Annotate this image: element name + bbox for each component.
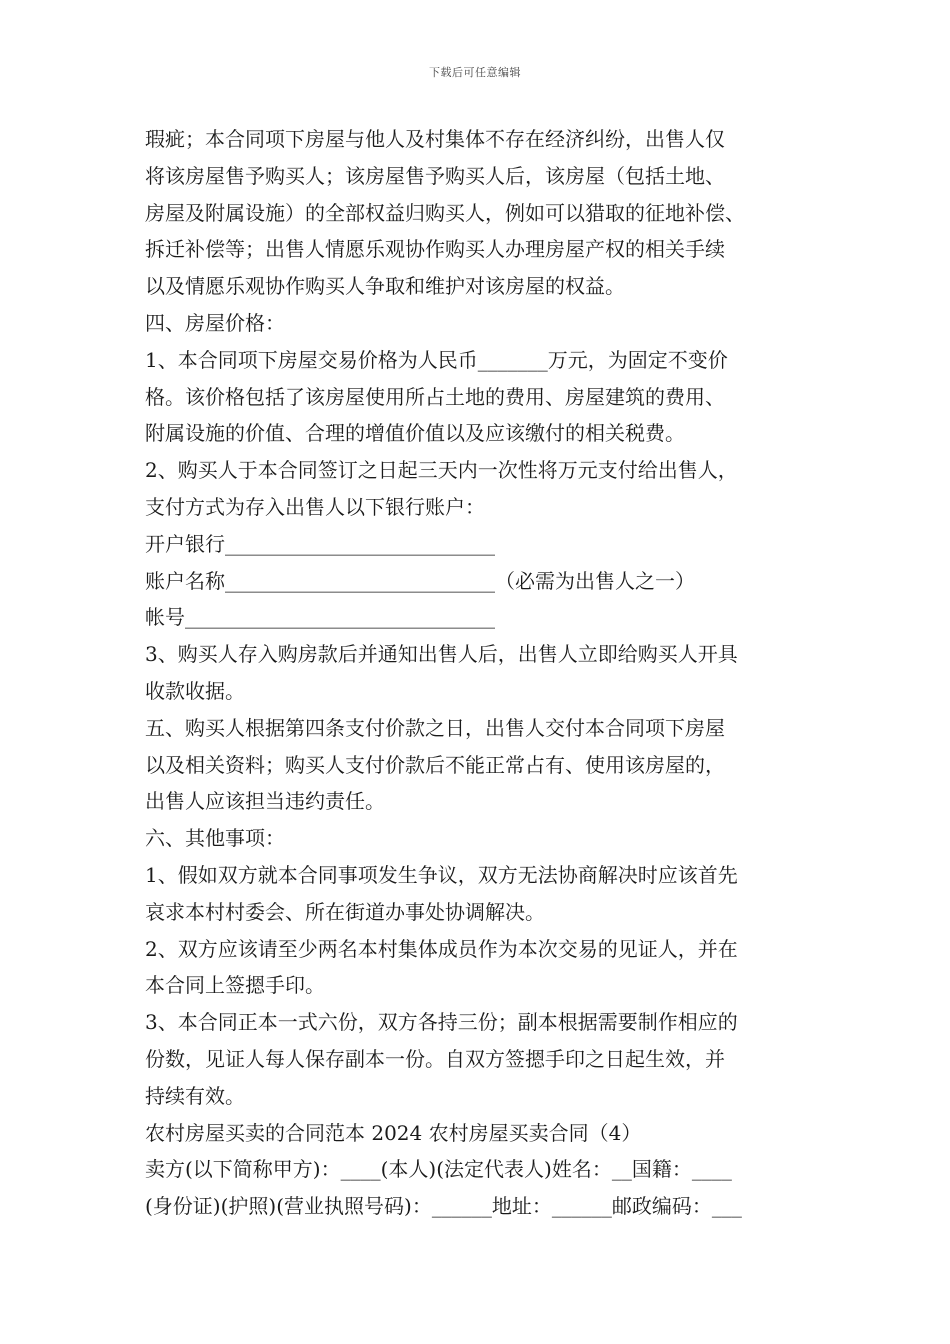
- text-line: 格。该价格包括了该房屋使用所占土地的费用、房屋建筑的费用、: [145, 384, 725, 409]
- document-subtitle: 农村房屋买卖的合同范本 2024 农村房屋买卖合同（4）: [145, 1120, 642, 1145]
- text-line: 出售人应该担当违约责任。: [145, 789, 385, 814]
- section-heading: 六、其他事项：: [145, 826, 285, 851]
- document-body: [145, 121, 825, 1225]
- account-number-field-line: 帐号_______________________________: [145, 605, 495, 630]
- text-line: 哀求本村村委会、所在街道办事处协调解决。: [145, 899, 545, 924]
- text-line: 本合同上签摁手印。: [145, 973, 325, 998]
- text-line: 持续有效。: [145, 1083, 245, 1108]
- text-line: 拆迁补偿等；出售人情愿乐观协作购买人办理房屋产权的相关手续: [145, 237, 725, 262]
- text-line: 1、假如双方就本合同事项发生争议，双方无法协商解决时应该首先: [145, 862, 738, 887]
- text-line: 3、本合同正本一式六份，双方各持三份；副本根据需要制作相应的: [145, 1010, 738, 1035]
- text-line: 卖方(以下简称甲方)：____(本人)(法定代表人)姓名：__国籍：____: [145, 1157, 732, 1182]
- text-line: 附属设施的价值、合理的增值价值以及应该缴付的相关税费。: [145, 421, 685, 446]
- text-line: 将该房屋售予购买人；该房屋售予购买人后，该房屋（包括土地、: [145, 163, 725, 188]
- bank-field-line: 开户银行___________________________: [145, 531, 495, 556]
- account-name-field-line: 账户名称___________________________（必需为出售人之一）: [145, 568, 695, 593]
- text-line: 支付方式为存入出售人以下银行账户：: [145, 494, 485, 519]
- text-line: 以及情愿乐观协作购买人争取和维护对该房屋的权益。: [145, 274, 625, 299]
- text-line: 3、购买人存入购房款后并通知出售人后，出售人立即给购买人开具: [145, 642, 738, 667]
- text-line: 1、本合同项下房屋交易价格为人民币_______万元，为固定不变价: [145, 347, 728, 372]
- page-header: 下载后可任意编辑: [429, 66, 521, 79]
- text-line: 份数，见证人每人保存副本一份。自双方签摁手印之日起生效，并: [145, 1046, 725, 1071]
- text-line: 五、购买人根据第四条支付价款之日，出售人交付本合同项下房屋: [145, 715, 725, 740]
- text-line: 以及相关资料；购买人支付价款后不能正常占有、使用该房屋的，: [145, 752, 725, 777]
- text-line: 房屋及附属设施）的全部权益归购买人，例如可以猎取的征地补偿、: [145, 200, 745, 225]
- text-line: 2、双方应该请至少两名本村集体成员作为本次交易的见证人，并在: [145, 936, 738, 961]
- text-line: 收款收据。: [145, 678, 245, 703]
- text-line: (身份证)(护照)(营业执照号码)：______地址：______邮政编码：___: [145, 1194, 742, 1219]
- text-line: 2、购买人于本合同签订之日起三天内一次性将万元支付给出售人，: [145, 458, 738, 483]
- section-heading: 四、房屋价格：: [145, 310, 285, 335]
- text-line: 瑕疵；本合同项下房屋与他人及村集体不存在经济纠纷，出售人仅: [145, 127, 725, 151]
